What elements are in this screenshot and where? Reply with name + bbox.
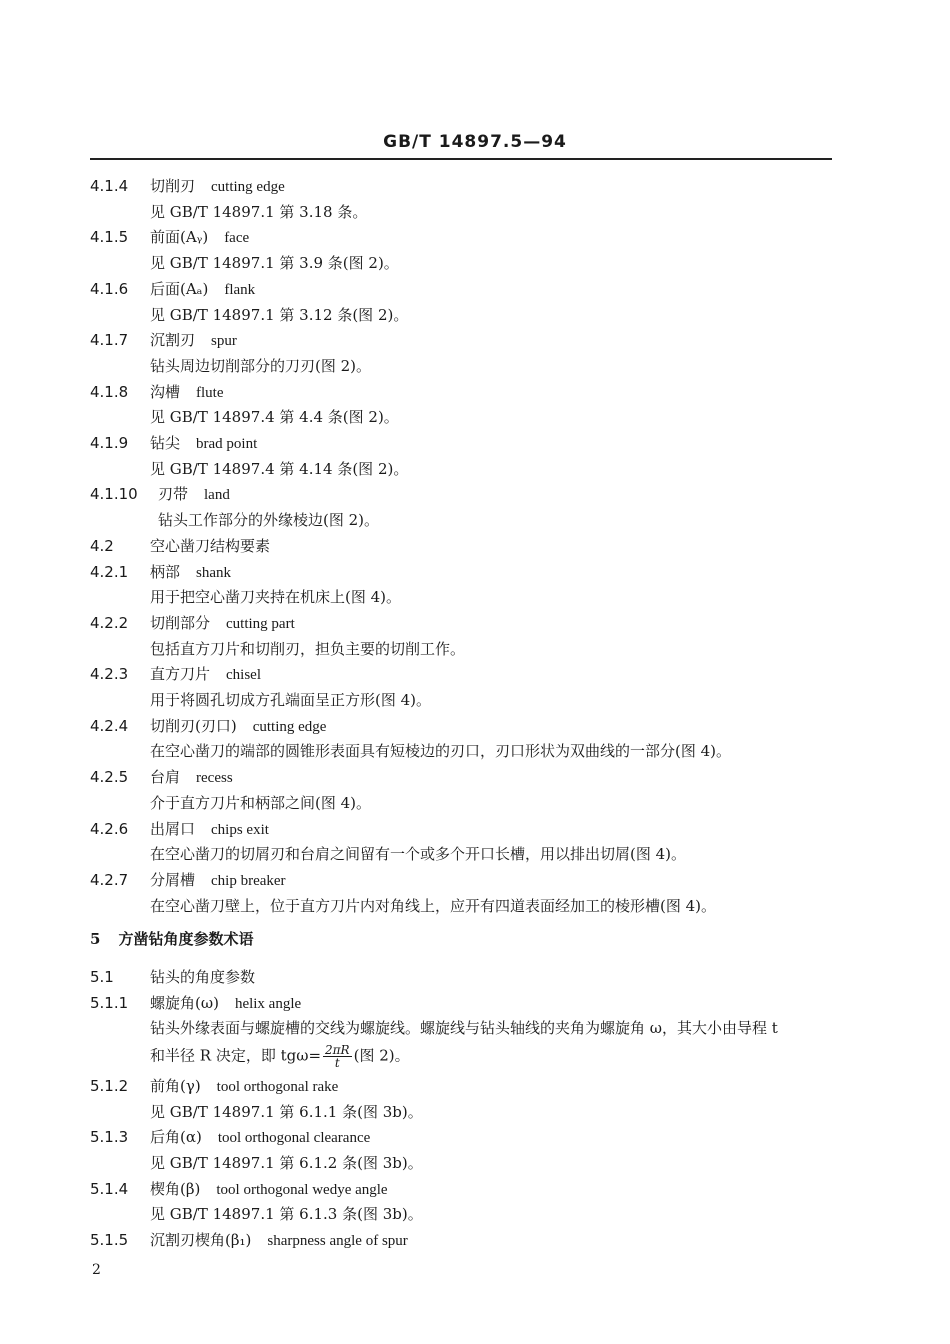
term-chinese: 前面(Aᵧ) bbox=[150, 228, 209, 247]
section-heading bbox=[90, 929, 253, 949]
page-number: 2 bbox=[92, 1262, 101, 1278]
term-title bbox=[150, 176, 285, 197]
term-chinese: 切削刃 bbox=[150, 177, 196, 195]
term-number: 4.2.2 bbox=[90, 613, 129, 632]
term-number: 4.2.7 bbox=[90, 870, 129, 889]
term-english: cutting edge bbox=[252, 718, 327, 735]
term-english: flute bbox=[196, 384, 224, 401]
term-number: 4.1.7 bbox=[90, 331, 129, 350]
term-english: spur bbox=[211, 333, 237, 350]
term-definition: 在空心凿刀的端部的圆锥形表面具有短棱边的刃口，刃口形状为双曲线的一部分(图 4)。 bbox=[150, 742, 732, 761]
term-chinese: 钻尖 bbox=[150, 434, 181, 452]
term-english: face bbox=[224, 230, 250, 247]
term-chinese: 分屑槽 bbox=[150, 870, 196, 889]
term-number: 4.2 bbox=[90, 536, 114, 555]
term-english: chisel bbox=[226, 667, 262, 684]
term-number: 4.2.3 bbox=[90, 665, 129, 684]
term-chinese: 沉割刃 bbox=[150, 331, 196, 350]
formula-fraction bbox=[323, 1044, 352, 1069]
term-number: 4.2.1 bbox=[90, 562, 129, 581]
term-definition: 在空心凿刀壁上，位于直方刀片内对角线上，应开有四道表面经加工的棱形槽(图 4)。 bbox=[150, 896, 717, 915]
term-chinese: 沉割刃楔角(β₁) bbox=[150, 1231, 252, 1249]
term-chinese: 钻头的角度参数 bbox=[150, 968, 256, 986]
term-title bbox=[150, 967, 271, 988]
term-english: shank bbox=[196, 564, 232, 581]
header-rule bbox=[90, 158, 832, 160]
term-number: 5.1.5 bbox=[90, 1231, 129, 1249]
term-english: helix angle bbox=[234, 995, 302, 1012]
term-number: 4.1.6 bbox=[90, 279, 129, 298]
term-english: tool orthogonal rake bbox=[216, 1078, 339, 1095]
term-definition: 用于将圆孔切成方孔端面呈正方形(图 4)。 bbox=[150, 691, 432, 709]
term-definition: 介于直方刀片和柄部之间(图 4)。 bbox=[150, 793, 372, 812]
term-chinese: 后角(α) bbox=[150, 1128, 202, 1147]
term-number: 5.1.1 bbox=[90, 993, 129, 1012]
term-english: recess bbox=[196, 770, 233, 787]
term-english: land bbox=[204, 487, 230, 504]
term-chinese: 螺旋角(ω) bbox=[150, 993, 219, 1012]
term-title bbox=[150, 1127, 370, 1148]
term-english: tool orthogonal wedye angle bbox=[216, 1181, 388, 1198]
term-english: sharpness angle of spur bbox=[267, 1233, 408, 1249]
term-number: 5.1 bbox=[90, 968, 114, 986]
term-definition: 见 GB/T 14897.1 第 6.1.3 条(图 3b)。 bbox=[150, 1205, 423, 1224]
term-number: 4.1.9 bbox=[90, 434, 129, 452]
term-number: 4.2.4 bbox=[90, 716, 129, 735]
term-definition: 见 GB/T 14897.1 第 3.12 条(图 2)。 bbox=[150, 305, 409, 324]
term-number: 4.1.4 bbox=[90, 177, 129, 195]
formula-prefix: 和半径 R 决定，即 tgω= bbox=[150, 1046, 322, 1065]
term-chinese: 直方刀片 bbox=[150, 665, 211, 684]
term-title bbox=[150, 870, 286, 891]
term-number: 4.2.5 bbox=[90, 768, 129, 787]
term-definition: 钻头外缘表面与螺旋槽的交线为螺旋线。螺旋线与钻头轴线的夹角为螺旋角 ω，其大小由导程 t bbox=[150, 1019, 778, 1038]
term-title bbox=[150, 1230, 408, 1251]
term-english: cutting part bbox=[226, 615, 295, 632]
term-number: 4.2.6 bbox=[90, 819, 129, 838]
fraction-numerator: 2πR bbox=[325, 1043, 350, 1058]
term-definition: 在空心凿刀的切屑刃和台肩之间留有一个或多个开口长槽，用以排出切屑(图 4)。 bbox=[150, 845, 687, 864]
term-definition: 见 GB/T 14897.4 第 4.14 条(图 2)。 bbox=[150, 459, 409, 478]
term-english: brad point bbox=[196, 436, 258, 452]
term-english: cutting edge bbox=[211, 179, 285, 195]
term-title bbox=[150, 1179, 388, 1200]
term-title bbox=[150, 613, 295, 634]
term-english: tool orthogonal clearance bbox=[217, 1130, 371, 1147]
term-title bbox=[150, 330, 237, 351]
term-chinese: 柄部 bbox=[150, 562, 181, 581]
term-definition: 见 GB/T 14897.1 第 6.1.1 条(图 3b)。 bbox=[150, 1102, 423, 1121]
term-title bbox=[150, 664, 261, 685]
term-chinese: 楔角(β) bbox=[150, 1179, 201, 1198]
term-title bbox=[150, 1076, 338, 1097]
term-english: chips exit bbox=[211, 821, 269, 838]
term-title bbox=[150, 562, 231, 583]
term-number: 4.1.10 bbox=[90, 485, 138, 504]
term-title bbox=[150, 433, 257, 454]
term-definition: 钻头周边切削部分的刀刃(图 2)。 bbox=[150, 356, 372, 375]
fraction-denominator: t bbox=[334, 1056, 340, 1071]
term-title bbox=[150, 382, 224, 403]
section-title: 方凿钻角度参数术语 bbox=[118, 930, 254, 949]
term-number: 5.1.4 bbox=[90, 1179, 129, 1198]
section-number: 5 bbox=[90, 930, 101, 949]
term-chinese: 空心凿刀结构要素 bbox=[150, 536, 271, 555]
term-definition: 见 GB/T 14897.1 第 3.9 条(图 2)。 bbox=[150, 254, 399, 273]
term-number: 4.1.8 bbox=[90, 382, 129, 401]
term-title bbox=[150, 227, 249, 248]
document-code-header: GB/T 14897.5—94 bbox=[383, 132, 567, 152]
term-chinese: 前角(γ) bbox=[150, 1076, 201, 1095]
term-chinese: 刃带 bbox=[158, 485, 189, 504]
formula-suffix: (图 2)。 bbox=[353, 1046, 410, 1065]
term-english: chip breaker bbox=[211, 872, 286, 889]
term-definition: 见 GB/T 14897.1 第 3.18 条。 bbox=[150, 202, 368, 221]
term-title bbox=[150, 279, 255, 300]
term-title bbox=[150, 536, 286, 557]
term-number: 5.1.3 bbox=[90, 1128, 129, 1147]
term-title bbox=[158, 484, 230, 505]
term-title bbox=[150, 767, 233, 788]
term-chinese: 切削刃(刃口) bbox=[150, 716, 237, 735]
term-definition: 见 GB/T 14897.1 第 6.1.2 条(图 3b)。 bbox=[150, 1153, 423, 1172]
term-chinese: 台肩 bbox=[150, 768, 181, 787]
term-definition: 见 GB/T 14897.4 第 4.4 条(图 2)。 bbox=[150, 408, 399, 427]
term-title bbox=[150, 819, 269, 840]
term-definition: 用于把空心凿刀夹持在机床上(图 4)。 bbox=[150, 588, 402, 607]
term-chinese: 后面(Aₐ) bbox=[150, 279, 209, 298]
term-chinese: 切削部分 bbox=[150, 613, 211, 632]
term-english: flank bbox=[224, 281, 256, 298]
term-number: 5.1.2 bbox=[90, 1076, 129, 1095]
term-title bbox=[150, 993, 301, 1014]
term-definition-formula bbox=[150, 1044, 410, 1069]
term-chinese: 沟槽 bbox=[150, 382, 181, 401]
term-chinese: 出屑口 bbox=[150, 819, 196, 838]
term-title bbox=[150, 716, 326, 737]
term-definition: 包括直方刀片和切削刃，担负主要的切削工作。 bbox=[150, 639, 466, 658]
term-definition: 钻头工作部分的外缘棱边(图 2)。 bbox=[158, 511, 380, 530]
term-number: 4.1.5 bbox=[90, 228, 129, 247]
